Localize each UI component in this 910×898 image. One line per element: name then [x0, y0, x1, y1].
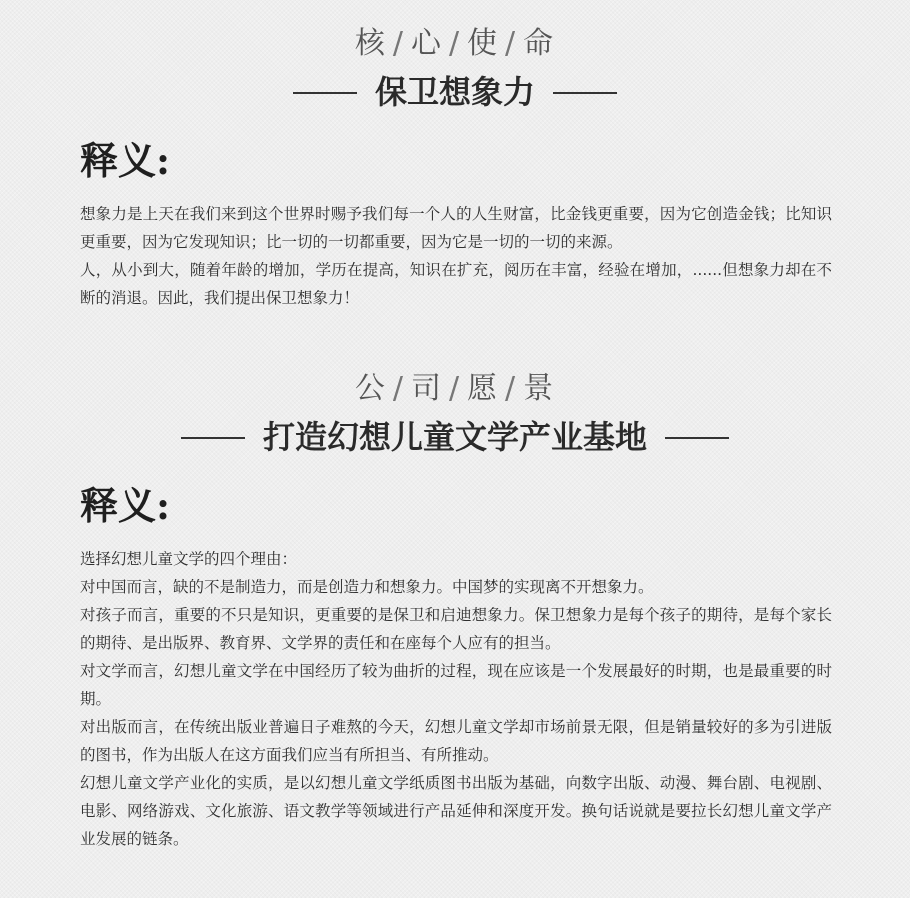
paragraph: 人，从小到大，随着年龄的增加，学历在提高，知识在扩充，阅历在丰富，经验在增加，......但想象力却在不断的消退。因此，我们提出保卫想象力！: [80, 261, 832, 307]
company-vision-title: [0, 369, 910, 409]
paragraph: 幻想儿童文学产业化的实质，是以幻想儿童文学纸质图书出版为基础，向数字出版、动漫、舞台剧、电视剧、电影、网络游戏、文化旅游、语文教学等领域进行产品延伸和深度开发。换句话说就是要拉长幻想儿童文学产业发展的链条。: [80, 774, 832, 848]
subtitle-text: 保卫想象力: [374, 73, 535, 111]
vision-interpretation-body: [80, 545, 832, 853]
paragraph: 对文学而言，幻想儿童文学在中国经历了较为曲折的过程，现在应该是一个发展最好的时期，也是最重要的时期。: [80, 662, 832, 708]
paragraph: 想象力是上天在我们来到这个世界时赐予我们每一个人的人生财富，比金钱更重要，因为它创造金钱；比知识更重要，因为它发现知识；比一切的一切都重要，因为它是一切的一切的来源。: [80, 205, 832, 251]
paragraph: 对出版而言，在传统出版业普遍日子难熬的今天，幻想儿童文学却市场前景无限，但是销量较好的多为引进版的图书，作为出版人在这方面我们应当有所担当、有所推动。: [80, 718, 832, 764]
paragraph: 选择幻想儿童文学的四个理由：: [80, 550, 298, 568]
title-separator: /: [448, 26, 462, 61]
mission-interpretation-heading: 释义:: [80, 138, 171, 183]
title-char: 公: [354, 371, 387, 406]
subtitle-text: 打造幻想儿童文学产业基地: [262, 418, 647, 456]
paragraph: 对中国而言，缺的不是制造力，而是创造力和想象力。中国梦的实现离不开想象力。: [80, 578, 654, 596]
title-char: 心: [410, 26, 443, 61]
title-char: 使: [467, 26, 500, 61]
title-char: 愿: [467, 371, 500, 406]
title-char: 命: [523, 26, 556, 61]
title-separator: /: [505, 371, 518, 406]
title-separator: /: [448, 371, 462, 406]
title-char: 景: [523, 371, 556, 406]
mission-interpretation-body: [80, 200, 832, 312]
title-separator: /: [392, 26, 405, 61]
title-char: 核: [354, 26, 387, 61]
right-dash-divider: [553, 92, 617, 94]
left-dash-divider: [181, 437, 245, 439]
core-mission-subtitle: [0, 70, 910, 114]
right-dash-divider: [665, 437, 729, 439]
title-separator: /: [392, 371, 405, 406]
company-vision-subtitle: [0, 415, 910, 459]
paragraph: 对孩子而言，重要的不只是知识，更重要的是保卫和启迪想象力。保卫想象力是每个孩子的期待，是每个家长的期待、是出版界、教育界、文学界的责任和在座每个人应有的担当。: [80, 606, 832, 652]
core-mission-title: [0, 24, 910, 64]
left-dash-divider: [293, 92, 357, 94]
title-char: 司: [410, 371, 443, 406]
vision-interpretation-heading: 释义:: [80, 483, 171, 528]
title-separator: /: [505, 26, 518, 61]
